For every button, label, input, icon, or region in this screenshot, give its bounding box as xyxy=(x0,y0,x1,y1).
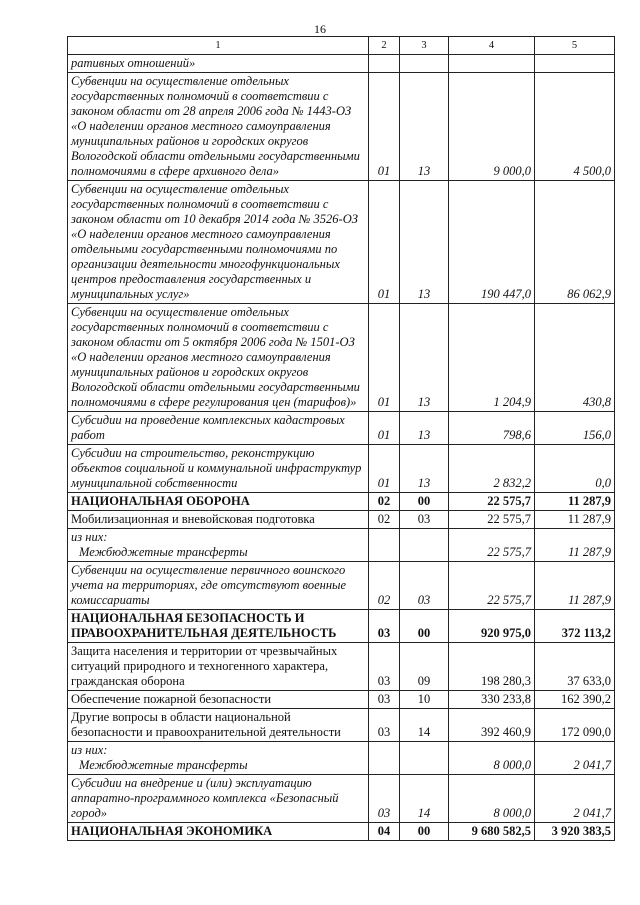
row-plan-value: 190 447,0 xyxy=(449,181,535,304)
row-actual-value: 430,8 xyxy=(535,304,615,412)
row-plan-value: 9 680 582,5 xyxy=(449,823,535,841)
table-row xyxy=(68,823,615,841)
table-row xyxy=(68,304,615,412)
row-section-code xyxy=(369,742,400,775)
row-plan-value: 9 000,0 xyxy=(449,73,535,181)
row-name-text: Другие вопросы в области национальной безопасности и правоохранительной деятельности xyxy=(71,710,341,739)
row-actual-value: 172 090,0 xyxy=(535,709,615,742)
table-row xyxy=(68,709,615,742)
row-actual-value xyxy=(535,55,615,73)
table-row xyxy=(68,445,615,493)
row-subsection-code: 00 xyxy=(400,493,449,511)
row-actual-value: 0,0 xyxy=(535,445,615,493)
row-subsection-code: 00 xyxy=(400,823,449,841)
row-section-code: 01 xyxy=(369,73,400,181)
row-plan-value: 22 575,7 xyxy=(449,529,535,562)
row-name xyxy=(68,445,369,493)
row-plan-value: 22 575,7 xyxy=(449,511,535,529)
row-name-text: Субсидии на проведение комплексных кадастровых работ xyxy=(71,413,345,442)
row-plan-value xyxy=(449,55,535,73)
row-name xyxy=(68,55,369,73)
row-plan-value: 22 575,7 xyxy=(449,562,535,610)
row-name xyxy=(68,529,369,562)
row-plan-value: 8 000,0 xyxy=(449,775,535,823)
row-plan-value: 198 280,3 xyxy=(449,643,535,691)
row-name-text: НАЦИОНАЛЬНАЯ ЭКОНОМИКА xyxy=(71,824,273,838)
row-section-code: 02 xyxy=(369,511,400,529)
table-row xyxy=(68,55,615,73)
row-subsection-code: 14 xyxy=(400,709,449,742)
row-subsection-code: 10 xyxy=(400,691,449,709)
row-actual-value: 86 062,9 xyxy=(535,181,615,304)
row-name xyxy=(68,493,369,511)
row-plan-value: 8 000,0 xyxy=(449,742,535,775)
table-row xyxy=(68,511,615,529)
row-plan-value: 330 233,8 xyxy=(449,691,535,709)
row-actual-value: 162 390,2 xyxy=(535,691,615,709)
row-name-text: Субсидии на строительство, реконструкцию объектов социальной и коммунальной инфраструктур муниципальной собственности xyxy=(71,446,362,490)
row-name xyxy=(68,775,369,823)
row-name xyxy=(68,823,369,841)
header-col-1: 1 xyxy=(68,37,369,55)
row-actual-value: 11 287,9 xyxy=(535,511,615,529)
row-subsection-code: 00 xyxy=(400,610,449,643)
row-section-code: 03 xyxy=(369,643,400,691)
table-row xyxy=(68,742,615,775)
row-name xyxy=(68,643,369,691)
row-section-code xyxy=(369,55,400,73)
row-name-text: НАЦИОНАЛЬНАЯ ОБОРОНА xyxy=(71,494,250,508)
row-name xyxy=(68,511,369,529)
row-section-code: 02 xyxy=(369,493,400,511)
row-actual-value: 156,0 xyxy=(535,412,615,445)
row-subsection-code xyxy=(400,742,449,775)
row-name xyxy=(68,562,369,610)
row-actual-value: 372 113,2 xyxy=(535,610,615,643)
page-number: 16 xyxy=(314,22,326,36)
row-subtext: Межбюджетные трансферты xyxy=(79,758,248,772)
row-section-code: 02 xyxy=(369,562,400,610)
row-name-text: Защита населения и территории от чрезвычайных ситуаций природного и техногенного характера, гражданская оборона xyxy=(71,644,338,688)
header-col-2: 2 xyxy=(369,37,400,55)
row-section-code: 01 xyxy=(369,304,400,412)
row-name-text: из них: xyxy=(71,530,108,544)
row-name xyxy=(68,181,369,304)
row-name xyxy=(68,742,369,775)
table-row xyxy=(68,610,615,643)
header-col-3: 3 xyxy=(400,37,449,55)
row-name-text: Мобилизационная и вневойсковая подготовка xyxy=(71,512,315,526)
row-name-text: ративных отношений» xyxy=(71,56,196,70)
row-actual-value: 3 920 383,5 xyxy=(535,823,615,841)
row-section-code: 03 xyxy=(369,610,400,643)
table-row xyxy=(68,73,615,181)
row-name-text: НАЦИОНАЛЬНАЯ БЕЗОПАСНОСТЬ И ПРАВООХРАНИТЕЛЬНАЯ ДЕЯТЕЛЬНОСТЬ xyxy=(71,611,337,640)
table-row xyxy=(68,691,615,709)
row-plan-value: 798,6 xyxy=(449,412,535,445)
row-section-code xyxy=(369,529,400,562)
row-subsection-code: 13 xyxy=(400,412,449,445)
row-subsection-code: 13 xyxy=(400,73,449,181)
row-name xyxy=(68,691,369,709)
row-subsection-code: 03 xyxy=(400,511,449,529)
row-plan-value: 22 575,7 xyxy=(449,493,535,511)
row-section-code: 01 xyxy=(369,445,400,493)
row-subsection-code: 09 xyxy=(400,643,449,691)
row-name-text: Субвенции на осуществление первичного воинского учета на территориях, где отсутствуют военные комиссариаты xyxy=(71,563,347,607)
row-name-text: Субсидии на внедрение и (или) эксплуатацию аппаратно-программного комплекса «Безопасный город» xyxy=(71,776,339,820)
row-actual-value: 11 287,9 xyxy=(535,562,615,610)
row-plan-value: 920 975,0 xyxy=(449,610,535,643)
row-subsection-code xyxy=(400,55,449,73)
row-name-text: из них: xyxy=(71,743,108,757)
row-section-code: 01 xyxy=(369,412,400,445)
table-row xyxy=(68,493,615,511)
row-section-code: 03 xyxy=(369,691,400,709)
row-subsection-code xyxy=(400,529,449,562)
row-section-code: 04 xyxy=(369,823,400,841)
row-actual-value: 2 041,7 xyxy=(535,742,615,775)
row-name xyxy=(68,610,369,643)
row-name-text: Субвенции на осуществление отдельных государственных полномочий в соответствии с законом области от 10 декабря 2014 года № 3526-ОЗ «О наделении органов местного самоуправления отдельными государственными полномочиями по организации деятельности многофункциональных центров предоставления государственных и муниципальных услуг» xyxy=(71,182,358,301)
table-row xyxy=(68,775,615,823)
row-subsection-code: 13 xyxy=(400,304,449,412)
row-subsection-code: 03 xyxy=(400,562,449,610)
table-row xyxy=(68,181,615,304)
table-body xyxy=(68,55,615,841)
row-section-code: 03 xyxy=(369,775,400,823)
row-actual-value: 4 500,0 xyxy=(535,73,615,181)
table-row xyxy=(68,529,615,562)
row-name xyxy=(68,73,369,181)
row-name xyxy=(68,412,369,445)
row-plan-value: 392 460,9 xyxy=(449,709,535,742)
row-actual-value: 2 041,7 xyxy=(535,775,615,823)
table-row xyxy=(68,412,615,445)
row-plan-value: 2 832,2 xyxy=(449,445,535,493)
table-row xyxy=(68,643,615,691)
row-subsection-code: 13 xyxy=(400,181,449,304)
row-actual-value: 11 287,9 xyxy=(535,493,615,511)
row-name-text: Субвенции на осуществление отдельных государственных полномочий в соответствии с законом области от 28 апреля 2006 года № 1443-ОЗ «О наделении органов местного самоуправления муниципальных районов и городских округов Вологодской области отдельными государственными полномочиями в сфере архивного дела» xyxy=(71,74,360,178)
table-row xyxy=(68,562,615,610)
row-actual-value: 11 287,9 xyxy=(535,529,615,562)
table-header-row xyxy=(68,37,615,55)
row-name xyxy=(68,709,369,742)
row-plan-value: 1 204,9 xyxy=(449,304,535,412)
row-subsection-code: 13 xyxy=(400,445,449,493)
budget-table xyxy=(67,36,615,841)
row-section-code: 01 xyxy=(369,181,400,304)
header-col-5: 5 xyxy=(535,37,615,55)
row-name-text: Обеспечение пожарной безопасности xyxy=(71,692,272,706)
row-name xyxy=(68,304,369,412)
row-subsection-code: 14 xyxy=(400,775,449,823)
row-name-text: Субвенции на осуществление отдельных государственных полномочий в соответствии с законом области от 5 октября 2006 года № 1501-ОЗ «О наделении органов местного самоуправления муниципальных районов и городских округов Вологодской области отдельными государственными полномочиями в сфере регулирования цен (тарифов)» xyxy=(71,305,360,409)
row-section-code: 03 xyxy=(369,709,400,742)
header-col-4: 4 xyxy=(449,37,535,55)
row-subtext: Межбюджетные трансферты xyxy=(79,545,248,559)
row-actual-value: 37 633,0 xyxy=(535,643,615,691)
